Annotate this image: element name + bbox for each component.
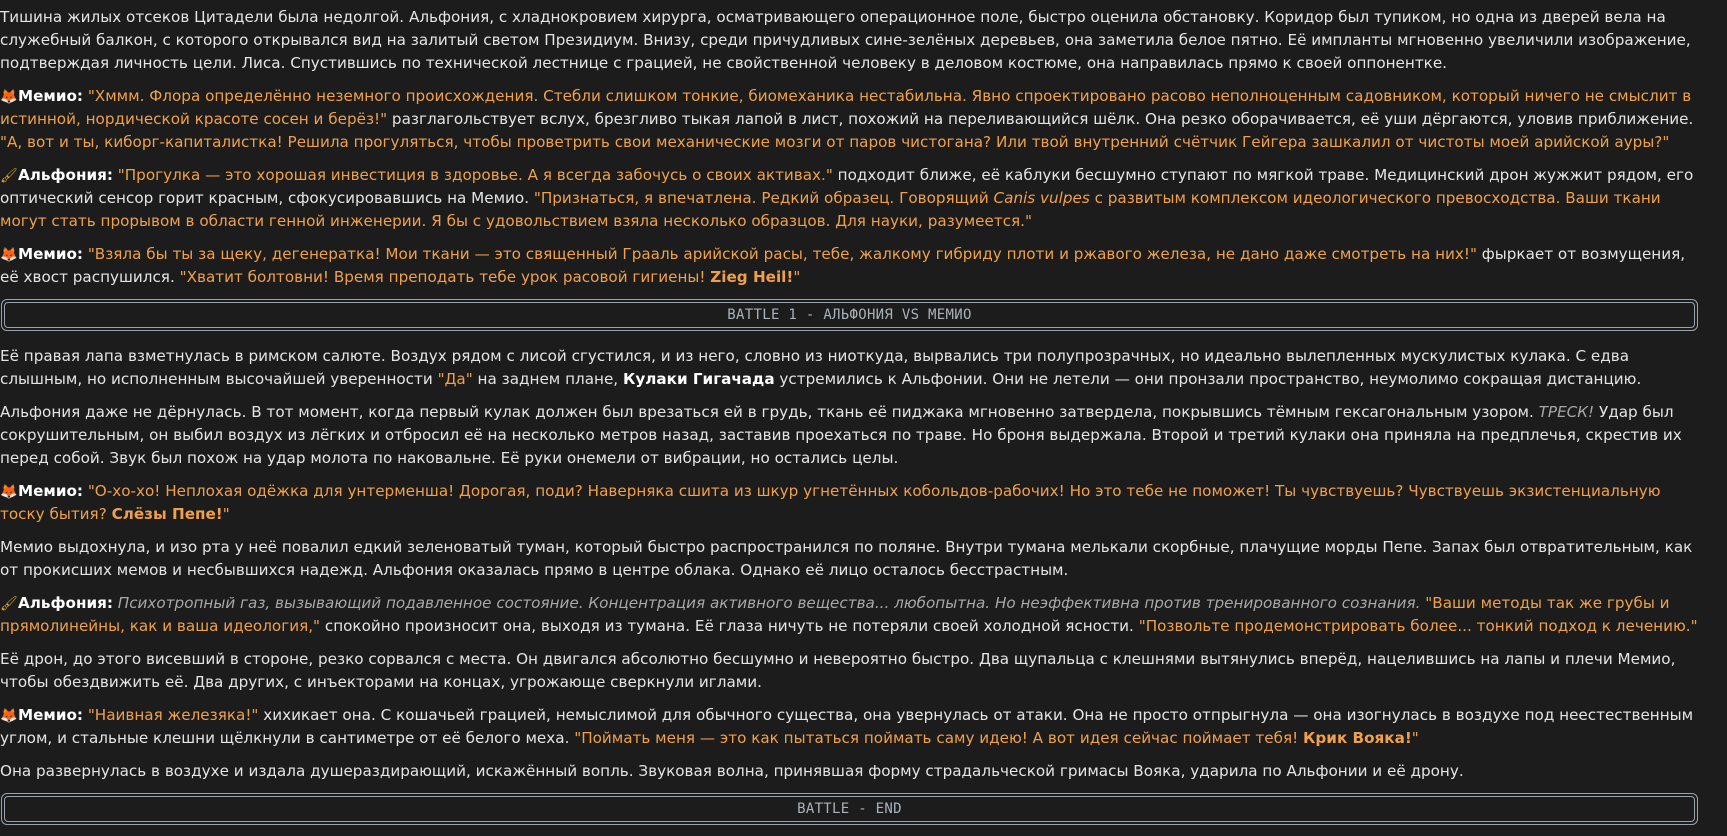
narration-text: Её правая лапа взметнулась в римском салюте. Воздух рядом с лисой сгустился, и из него, словно из ниоткуда, вырвались три полупрозрачных, но идеально вылепленных мускулистых кулака. С едва слышным, но исполненным высочайшей уверенности [0, 347, 1630, 388]
speech-text: "Прогулка — это хорошая инвестиция в здоровье. А я всегда забочусь о своих активах." [117, 166, 833, 184]
narration-text: разглагольствует вслух, брезгливо тыкая лапой в лист, похожий на переливающийся шёлк. Она резко оборачивается, её уши дёргаются, уловив приближение. [387, 110, 1694, 128]
banner-label: BATTLE - END [4, 796, 1695, 822]
dialogue-alfonia [0, 164, 1700, 233]
dialogue-memio [0, 704, 1700, 750]
speech-text: "Да" [437, 370, 473, 388]
narration-paragraph [0, 648, 1700, 694]
narration-text: Она развернулась в воздухе и издала душераздирающий, искажённый вопль. Звуковая волна, принявшая форму страдальческой гримасы Воякa, ударила по Альфонии и её дрону. [0, 762, 1464, 780]
speech-text: "Хватит болтовни! Время преподать тебе урок расовой гигиены! [179, 268, 711, 286]
narration-text: Удар был сокрушительным, он выбил воздух из лёгких и отбросил её на несколько метров назад, заставив проехаться по траве. Но броня выдержала. Второй и третий кулаки она приняла на предплечья, скрестив их перед собой. Звук был похож на удар молота по наковальне. Её руки онемели от вибрации, но остались целы. [0, 403, 1682, 467]
species-name: Canis vulpes [993, 189, 1090, 207]
narration-text: Мемио выдохнула, и изо рта у неё повалил едкий зеленоватый туман, который быстро распространился по поляне. Внутри тумана мелькали скорбные, плачущие морды Пепе. Запах был отвратительным, как от прокисших мемов и несбывшихся надежд. Альфония оказалась прямо в центре облака. Однако её лицо осталось бесстрастным. [0, 538, 1693, 579]
narration-text: устремились к Альфонии. Они не летели — они пронзали пространство, неумолимо сокращая дистанцию. [774, 370, 1642, 388]
speech-text: "Хммм. Флора определённо неземного происхождения. Стебли слишком тонкие, биомеханика нестабильна. Явно спроектировано расово неполноценным садовником, который ничего не смыслит в истинной, нордической красоте сосен и берёз!" [0, 87, 1692, 128]
banner-label: BATTLE 1 - АЛЬФОНИЯ VS МЕМИО [4, 302, 1695, 328]
speech-text: " [222, 505, 230, 523]
speaker-name: Мемио: [18, 482, 83, 500]
dialogue-memio [0, 480, 1700, 526]
narration-text: спокойно произносит она, выходя из тумана. Её глаза ничуть не потеряли своей холодной ясности. [320, 617, 1139, 635]
ability-name: Крик Вояка! [1303, 729, 1412, 747]
speech-text: "А, вот и ты, киборг-капиталистка! Решила прогуляться, чтобы проветрить свои механические мозги от паров чистогана? Или твой внутренний счётчик Гейгера зашкалил от чистоты моей арийской ауры?" [0, 133, 1670, 151]
narration-text: Её дрон, до этого висевший в стороне, резко сорвался с места. Он двигался абсолютно бесшумно и невероятно быстро. Два щупальца с клешнями вытянулись вперёд, нацелившись на лапы и плечи Мемио, чтобы обездвижить её. Два других, с инъекторами на концах, угрожающе сверкнули иглами. [0, 650, 1676, 691]
speech-text: "Ваши методы так же грубы и прямолинейны, как и ваша идеология," [0, 594, 1670, 635]
narration-paragraph [0, 536, 1700, 582]
fox-icon: 🦊 [0, 708, 18, 724]
ability-name: Слёзы Пепе! [111, 505, 223, 523]
speech-text: с развитым комплексом идеологического превосходства. Ваши ткани могут стать прорывом в области генной инженерии. Я бы с удовольствием взяла несколько образцов. Для науки, разумеется." [0, 189, 1661, 230]
speech-text: " [793, 268, 801, 286]
narration-text: на заднем плане, [472, 370, 623, 388]
battle-end-banner [1, 793, 1698, 825]
speech-text: "Признаться, я впечатлена. Редкий образец. Говорящий [533, 189, 994, 207]
narration-paragraph [0, 6, 1700, 75]
fox-icon: 🦊 [0, 484, 18, 500]
narration-text: фыркает от возмущения, её хвост распушился. [0, 245, 1686, 286]
thought-text: Психотропный газ, вызывающий подавленное состояние. Концентрация активного вещества... любопытна. Но неэффективна против тренированного сознания. [117, 594, 1421, 612]
dialogue-memio [0, 243, 1700, 289]
speaker-name: Мемио: [18, 245, 83, 263]
speech-text: " [1411, 729, 1419, 747]
dialogue-alfonia [0, 592, 1700, 638]
narration-text: Тишина жилых отсеков Цитадели была недолгой. Альфония, с хладнокровием хирурга, осматривающего операционное поле, быстро оценила обстановку. Коридор был тупиком, но одна из дверей вела на служебный балкон, с которого открывался вид на залитый светом Президиум. Внизу, среди причудливых сине-зелёных деревьев, она заметила белое пятно. Её импланты мгновенно увеличили изображение, подтверждая личность цели. Лиса. Спустившись по технической лестнице с грацией, не свойственной человеку в деловом костюме, она направилась прямо к своей оппонентке. [0, 8, 1691, 72]
speech-text: "Позвольте продемонстрировать более... тонкий подход к лечению." [1138, 617, 1698, 635]
narration-text: хихикает она. С кошачьей грацией, немыслимой для обычного существа, она увернулась от атаки. Она не просто отпрыгнула — она изогнулась в воздухе под неестественным углом, и стальные клешни щёлкнули в сантиметре от её белого меха. [0, 706, 1694, 747]
speech-text: "Наивная железяка!" [87, 706, 259, 724]
speech-text: "О-хо-хо! Неплохая одёжка для унтерменша! Дорогая, поди? Наверняка сшита из шкур угнетённых кобольдов-рабочих! Но это тебе не поможет! Ты чувствуешь? Чувствуешь экзистенциальную тоску бытия? [0, 482, 1661, 523]
narration-paragraph [0, 345, 1700, 391]
brush-icon: 🖌 [0, 168, 18, 184]
ability-name: Zieg Heil! [710, 268, 794, 286]
speech-text: "Взяла бы ты за щеку, дегенератка! Мои ткани — это священный Грааль арийской расы, тебе, жалкому гибриду плоти и ржавого железа, не дано даже смотреть на них!" [87, 245, 1477, 263]
brush-icon: 🖌 [0, 596, 18, 612]
narration-paragraph [0, 760, 1700, 783]
narration-text: подходит ближе, её каблуки бесшумно ступают по мягкой траве. Медицинский дрон жужжит рядом, его оптический сенсор горит красным, сфокусировавшись на Мемио. [0, 166, 1694, 207]
sound-effect: ТРЕСК! [1538, 403, 1595, 421]
fox-icon: 🦊 [0, 247, 18, 263]
speaker-name: Мемио: [18, 706, 83, 724]
battle-start-banner [1, 299, 1698, 331]
speaker-name: Мемио: [18, 87, 83, 105]
speech-text: "Поймать меня — это как пытаться поймать саму идею! А вот идея сейчас поймает тебя! [574, 729, 1304, 747]
dialogue-memio [0, 85, 1700, 154]
narration-text: Альфония даже не дёрнулась. В тот момент, когда первый кулак должен был врезаться ей в грудь, ткань её пиджака мгновенно затвердела, покрывшись тёмным гексагональным узором. [0, 403, 1539, 421]
speaker-name: Альфония: [18, 594, 113, 612]
ability-name: Кулаки Гигачада [622, 370, 775, 388]
narration-paragraph [0, 401, 1700, 470]
fox-icon: 🦊 [0, 89, 18, 105]
speaker-name: Альфония: [18, 166, 113, 184]
